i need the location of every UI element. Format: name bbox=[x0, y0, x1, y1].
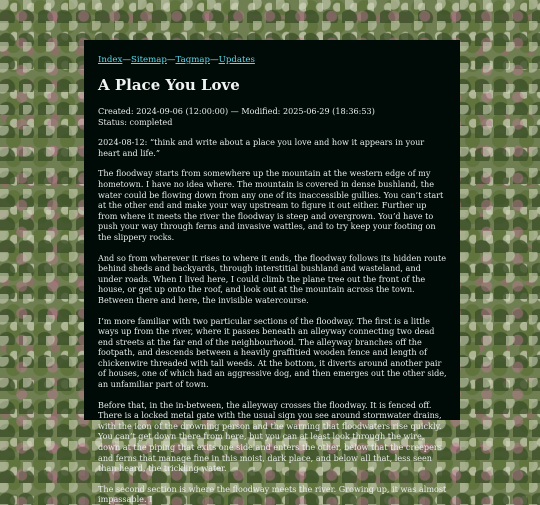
body-paragraph: I’m more familiar with two particular sections of the floodway. The first is a little ways up from the river, where it passes beneath an alleyway connecting two dead end streets at the far end of the neighbourhood. The alleyway branches off the footpath, and descends between a heavily graffitied wooden fence and length of chickenwire threaded with tall weeds. At the bottom, it diverts around another pair of houses, one of which had an aggressive dog, and then emerges out the other side, an unfamiliar part of town. bbox=[98, 315, 447, 390]
nav-link-sitemap[interactable]: Sitemap bbox=[130, 55, 167, 65]
nav-separator: — bbox=[209, 55, 219, 65]
body-paragraph: And so from wherever it rises to where it ends, the floodway follows its hidden route behind sheds and backyards, through interstitial bushland and wasteland, and under roads. When I lived here, I could climb the plane tree out the front of the house, or get up onto the roof, and look out at the mountain across the town. Between there and here, the invisible watercourse. bbox=[98, 252, 447, 305]
date-info: Created: 2024-09-06 (12:00:00) — Modified: 2025-06-29 (18:36:53) bbox=[98, 106, 375, 116]
nav-link-updates[interactable]: Updates bbox=[218, 55, 255, 65]
nav-separator: — bbox=[166, 55, 176, 65]
site-nav bbox=[98, 55, 447, 66]
page-title: A Place You Love bbox=[98, 76, 240, 94]
nav-link-tagmap[interactable]: Tagmap bbox=[175, 55, 210, 65]
body-paragraph: The second section is where the floodway meets the river. Growing up, it was almost impassable. I bbox=[98, 483, 447, 505]
page-meta bbox=[98, 106, 447, 127]
body-paragraph: The floodway starts from somewhere up the mountain at the western edge of my hometown. I have no idea where. The mountain is covered in dense bushland, the water could be flowing down from any one of its inaccessible gullies. You can’t start at the other end and make your way upstream to figure it out either. Further up from where it meets the river the floodway is steep and overgrown. You’d have to push your way through ferns and invasive wattles, and to try keep your footing on the slippery rocks. bbox=[98, 168, 444, 242]
content-panel bbox=[84, 40, 460, 505]
nav-link-index[interactable]: Index bbox=[98, 55, 123, 65]
status-info: Status: completed bbox=[98, 116, 173, 127]
nav-separator: — bbox=[122, 55, 131, 65]
prompt-paragraph: 2024-08-12: “think and write about a place you love and how it appears in your heart and life.” bbox=[98, 137, 425, 158]
body-paragraph: Before that, in the in-between, the alleyway crosses the floodway. It is fenced off. There is a locked metal gate with the usual sign you see around stormwater drains, with the icon of the drowning person and the warning that floodwaters rise quickly. You can’t get down there from here, but you can at least look through the wire, down at the piping that exits one side and enters the other, below that the creepers and ferns that manage fine in this moist, dark place, and below all that, less seen than heard, the trickling water. bbox=[98, 399, 442, 474]
